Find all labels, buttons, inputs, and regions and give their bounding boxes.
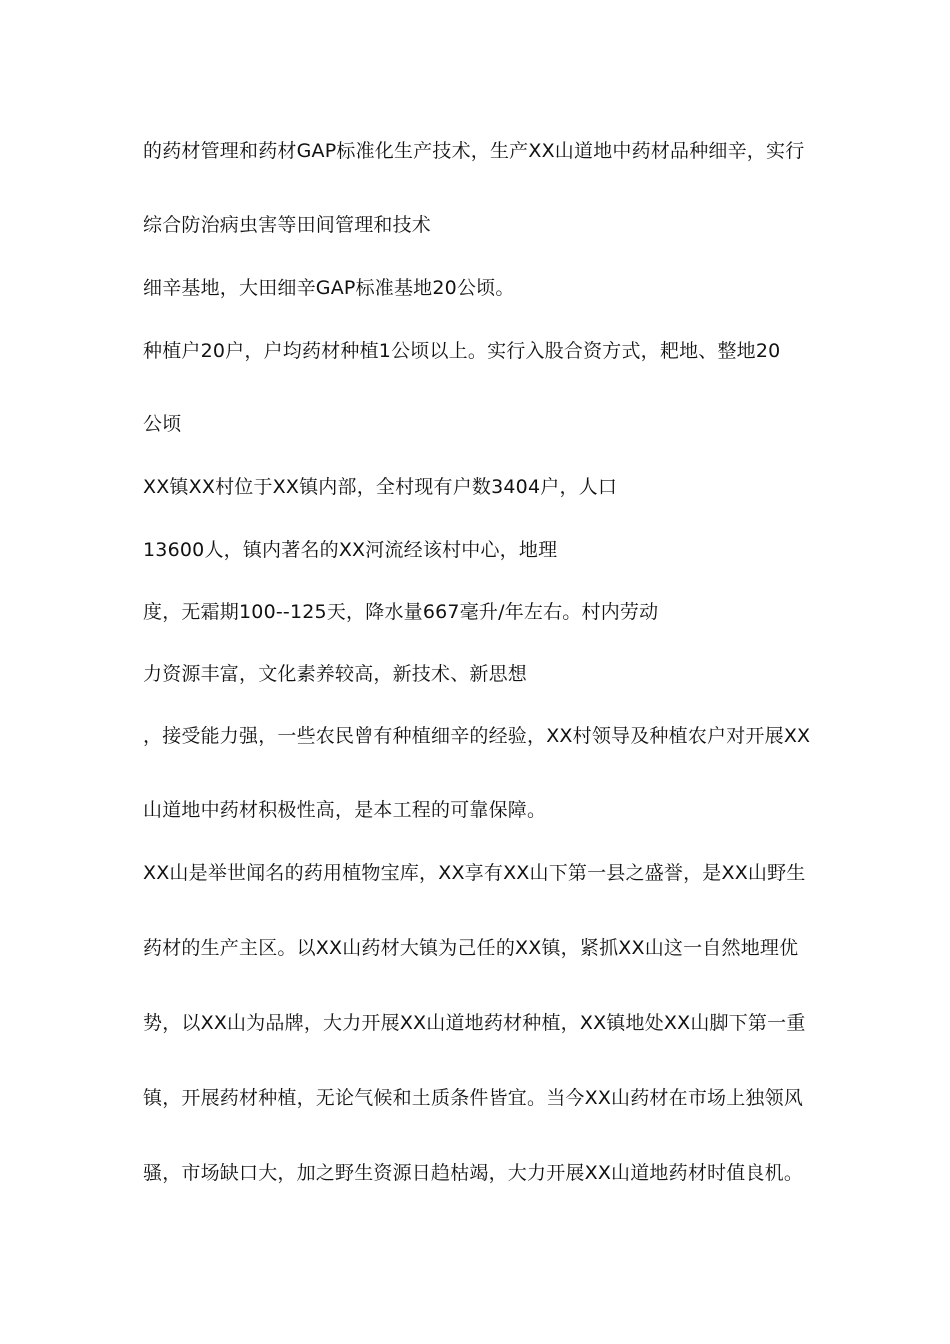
text-line: 骚，市场缺口大，加之野生资源日趋枯竭，大力开展XX山道地药材时值良机。 <box>143 1162 804 1184</box>
text-line: 山道地中药材积极性高，是本工程的可靠保障。 <box>143 799 547 821</box>
text-line: 综合防治病虫害等田间管理和技术 <box>143 214 432 236</box>
text-line: 公顷 <box>143 413 182 435</box>
text-line: 势，以XX山为品牌，大力开展XX山道地药材种植，XX镇地处XX山脚下第一重 <box>143 1012 806 1034</box>
text-line: 度，无霜期100--125天，降水量667毫升/年左右。村内劳动 <box>143 601 659 623</box>
text-line: 力资源丰富，文化素养较高，新技术、新思想 <box>143 663 528 685</box>
text-line: XX山是举世闻名的药用植物宝库，XX享有XX山下第一县之盛誉，是XX山野生 <box>143 862 806 884</box>
text-line: 细辛基地，大田细辛GAP标准基地20公顷。 <box>143 277 515 299</box>
text-line: 镇，开展药材种植，无论气候和土质条件皆宜。当今XX山药材在市场上独领风 <box>143 1087 804 1109</box>
text-line: 药材的生产主区。以XX山药材大镇为己任的XX镇，紧抓XX山这一自然地理优 <box>143 937 799 959</box>
text-line: 的药材管理和药材GAP标准化生产技术，生产XX山道地中药材品种细辛，实行 <box>143 140 805 162</box>
text-line: XX镇XX村位于XX镇内部，全村现有户数3404户，人口 <box>143 476 618 498</box>
text-line: 种植户20户，户均药材种植1公顷以上。实行入股合资方式，耙地、整地20 <box>143 340 781 362</box>
text-line: ，接受能力强，一些农民曾有种植细辛的经验，XX村领导及种植农户对开展XX <box>143 725 811 747</box>
text-line: 13600人，镇内著名的XX河流经该村中心，地理 <box>143 539 558 561</box>
